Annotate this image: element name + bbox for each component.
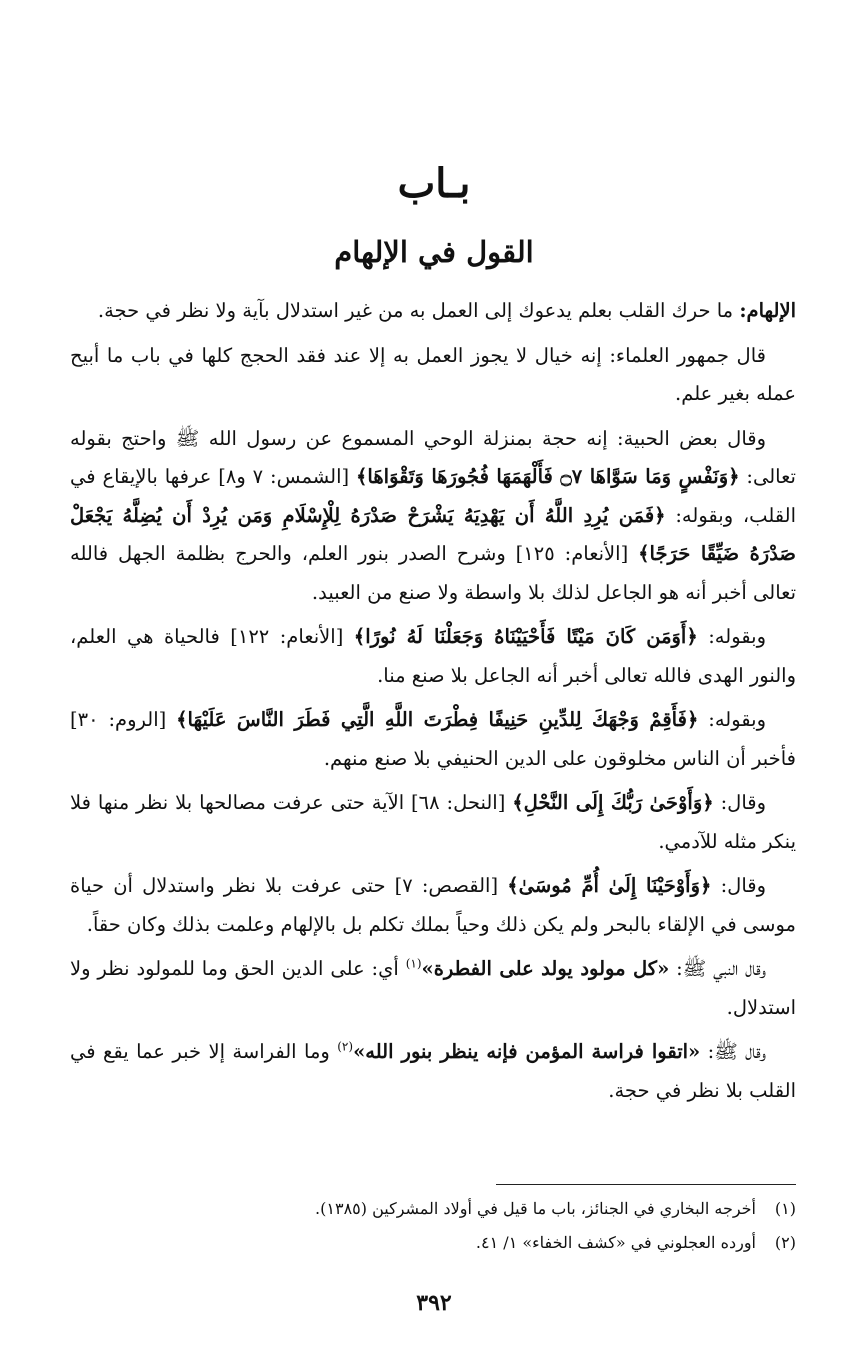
paragraph-qasas xyxy=(70,867,796,944)
paragraph-text: وبقوله: xyxy=(698,708,767,731)
quran-verse-shams: ﴿وَنَفْسٍ وَمَا سَوَّاهَا ۝٧ فَأَلْهَمَهَا فُجُورَهَا وَتَقْوَاهَا﴾ xyxy=(356,465,740,488)
paragraph-text: وقال النبي ﷺ: xyxy=(669,957,766,980)
paragraph-anam-122 xyxy=(70,618,796,695)
paragraph-text: وبقوله: xyxy=(697,625,766,648)
footnote-text: أورده العجلوني في «كشف الخفاء» ١/ ٤١. xyxy=(475,1233,756,1252)
paragraph-text: وقال: xyxy=(711,874,767,897)
quran-verse-anam-122: ﴿أَوَمَن كَانَ مَيْتًا فَأَحْيَيْنَاهُ وَجَعَلْنَا لَهُ نُورًا﴾ xyxy=(353,625,698,648)
footnote-number: (٢) xyxy=(774,1233,796,1252)
body-text xyxy=(70,292,796,1116)
quran-verse-anam-125: ﴿فَمَن يُرِدِ اللَّهُ أَن يَهْدِيَهُ يَشْرَحْ صَدْرَهُ لِلْإِسْلَامِ وَمَن يُرِدْ أَن يُضِلَّهُ يَجْعَلْ صَدْرَهُ ضَيِّقًا حَرَجًا﴾ xyxy=(70,503,796,565)
paragraph-text: وقال بعض الحبية: إنه حجة بمنزلة الوحي المسموع عن رسول الله ﷺ واحتج بقوله تعالى: xyxy=(70,426,796,488)
definition-term: الإلهام: xyxy=(739,299,796,322)
paragraph-habiba xyxy=(70,420,796,613)
paragraph-text: [الشمس: ٧ و٨] عرفها بالإيقاع في القلب، وبقوله: xyxy=(70,465,797,527)
chapter-label: بـاب xyxy=(397,160,471,207)
paragraph-text: أي: على الدين الحق وما للمولود نظر ولا استدلال. xyxy=(70,957,796,1019)
paragraph-text: [الروم: ٣٠] فأخبر أن الناس مخلوقون على الدين الحنيفي بلا صنع منهم. xyxy=(70,708,796,770)
definition-text: ما حرك القلب بعلم يدعوك إلى العمل به من غير استدلال بآية ولا نظر في حجة. xyxy=(97,299,740,322)
page-number: ٣٩٢ xyxy=(416,1290,452,1316)
footnotes xyxy=(70,1192,796,1260)
paragraph-text: [الأنعام: ١٢٥] وشرح الصدر بنور العلم، والحرج بظلمة الجهل فالله تعالى أخبر أنه هو الجاعل لذلك بلا واسطة ولا صنع من العبيد. xyxy=(70,542,796,604)
footnote-divider xyxy=(496,1184,796,1185)
footnote-ref-2[interactable]: (٢) xyxy=(337,1039,354,1054)
chapter-title: القول في الإلهام xyxy=(334,235,534,269)
quran-verse-qasas: ﴿وَأَوْحَيْنَا إِلَىٰ أُمِّ مُوسَىٰ﴾ xyxy=(507,874,712,897)
footnote-ref-1[interactable]: (١) xyxy=(405,956,422,971)
paragraph-text: [القصص: ٧] حتى عرفت بلا نظر واستدلال أن حياة موسى في الإلقاء بالبحر ولم يكن ذلك وحياً بملك تكلم بل بالإلهام وعلمت بذلك وكان حقاً. xyxy=(70,874,796,936)
paragraph-text: قال جمهور العلماء: إنه خيال لا يجوز العمل به إلا عند فقد الحجج كلها في باب ما أبيح عمله بغير علم. xyxy=(70,343,796,405)
footnote-number: (١) xyxy=(774,1199,796,1218)
paragraph-nahl xyxy=(70,784,796,861)
paragraph-hadith-firasa xyxy=(70,1033,796,1110)
paragraph-hadith-fitra xyxy=(70,950,796,1027)
hadith-firasa: «اتقوا فراسة المؤمن فإنه ينظر بنور الله» xyxy=(353,1040,701,1063)
paragraph-text: [الأنعام: ١٢٢] فالحياة هي العلم، والنور الهدى فالله تعالى أخبر أنه الجاعل بلا صنع منا. xyxy=(70,625,796,687)
footnote-text: أخرجه البخاري في الجنائز، باب ما قيل في أولاد المشركين (١٣٨٥). xyxy=(315,1199,756,1218)
quran-verse-rum: ﴿فَأَقِمْ وَجْهَكَ لِلدِّينِ حَنِيفًا فِطْرَتَ اللَّهِ الَّتِي فَطَرَ النَّاسَ عَلَيْهَا﴾ xyxy=(176,708,699,731)
paragraph-definition xyxy=(70,292,796,331)
paragraph-rum xyxy=(70,701,796,778)
quran-verse-nahl: ﴿وَأَوْحَىٰ رَبُّكَ إِلَى النَّحْلِ﴾ xyxy=(512,791,714,814)
paragraph-text: وما الفراسة إلا خبر عما يقع في القلب بلا نظر في حجة. xyxy=(70,1040,796,1102)
hadith-fitra: «كل مولود يولد على الفطرة» xyxy=(421,957,670,980)
paragraph-text: [النحل: ٦٨] الآية حتى عرفت مصالحها بلا نظر منها فلا ينكر مثله للآدمي. xyxy=(70,791,796,853)
paragraph-majority-scholars xyxy=(70,337,796,414)
footnote-1 xyxy=(70,1192,796,1226)
paragraph-text: وقال: xyxy=(713,791,767,814)
paragraph-text: وقال ﷺ: xyxy=(700,1040,767,1063)
footnote-2 xyxy=(70,1226,796,1260)
